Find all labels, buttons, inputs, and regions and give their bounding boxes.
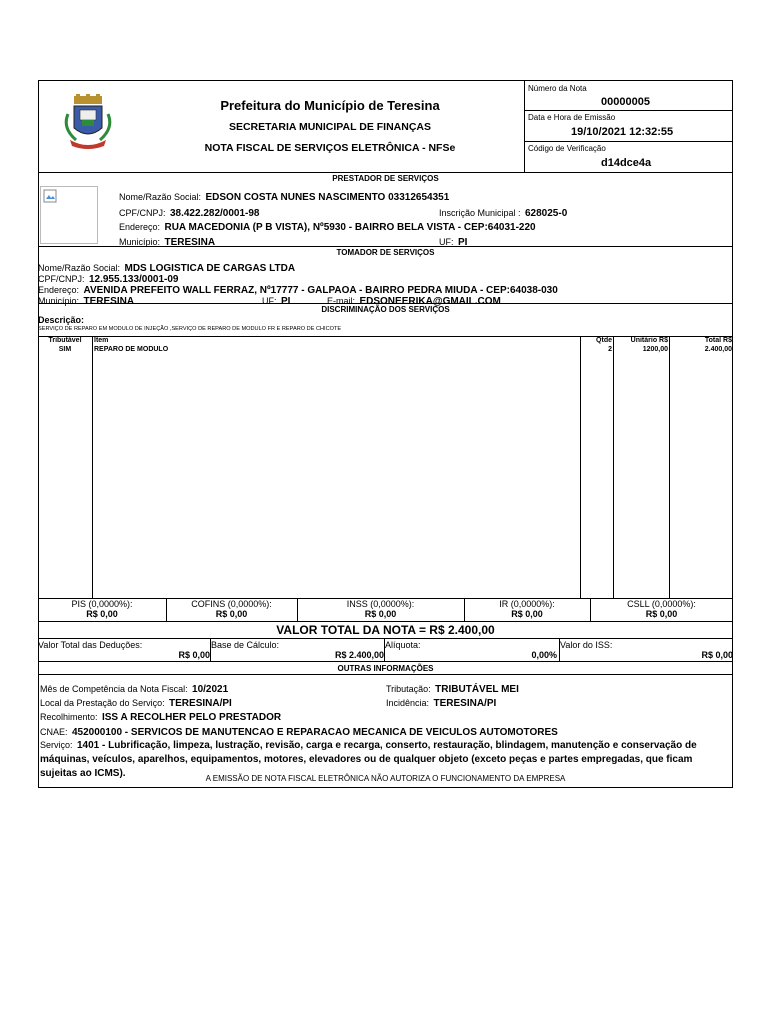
competence-label: Mês de Competência da Nota Fiscal: xyxy=(40,684,188,694)
aliquota-value: 0,00% xyxy=(531,650,557,660)
provider-city: TERESINA xyxy=(164,237,216,248)
row-item: REPARO DE MODULO xyxy=(94,346,169,353)
provider-inscricao: 628025-0 xyxy=(525,208,568,219)
verification-code: d14dce4a xyxy=(601,157,652,169)
cnae-label: CNAE: xyxy=(40,727,68,737)
issue-date: 19/10/2021 12:32:55 xyxy=(571,126,674,138)
issue-date-label: Data e Hora de Emissão xyxy=(528,113,616,122)
collection-value: ISS A RECOLHER PELO PRESTADOR xyxy=(101,712,282,723)
client-cpf-label: CPF/CNPJ: xyxy=(38,274,85,284)
taxation-value: TRIBUTÁVEL MEI xyxy=(435,684,519,695)
client-cpf: 12.955.133/0001-09 xyxy=(88,274,179,285)
provider-address: RUA MACEDONIA (P B VISTA), Nº5930 - BAIRRO BELA VISTA - CEP:64031-220 xyxy=(164,222,536,233)
col-unit-header: Unitário R$ xyxy=(630,337,668,344)
tax-ir-label: IR (0,0000%): xyxy=(499,599,555,609)
client-email-label: E-mail: xyxy=(327,296,356,306)
iss-label: Valor do ISS: xyxy=(560,640,613,650)
col-item-header: Item xyxy=(94,337,109,344)
total-value: VALOR TOTAL DA NOTA = R$ 2.400,00 xyxy=(276,623,495,637)
provider-cpf-label: CPF/CNPJ: xyxy=(119,208,166,218)
deductions-value: R$ 0,00 xyxy=(178,650,210,660)
taxation-label: Tributação: xyxy=(386,684,431,694)
collection-label: Recolhimento: xyxy=(40,712,98,722)
provider-section-title: PRESTADOR DE SERVIÇOS xyxy=(332,174,439,183)
aliquota-label: Alíquota: xyxy=(385,640,421,650)
cnae-value: 452000100 - SERVICOS DE MANUTENCAO E REPARACAO MECANICA DE VEICULOS AUTOMOTORES xyxy=(71,727,558,738)
client-address-label: Endereço: xyxy=(38,285,80,295)
competence-value: 10/2021 xyxy=(192,684,229,695)
provider-uf: PI xyxy=(457,237,468,248)
tax-ir-value: R$ 0,00 xyxy=(511,609,543,619)
tax-csll-label: CSLL (0,0000%): xyxy=(627,599,696,609)
row-total: 2.400,00 xyxy=(704,346,732,353)
service-location-label: Local da Prestação do Serviço: xyxy=(40,698,165,708)
department-title: SECRETARIA MUNICIPAL DE FINANÇAS xyxy=(228,121,432,133)
client-section-title: TOMADOR DE SERVIÇOS xyxy=(336,248,435,257)
client-uf: PI xyxy=(280,296,291,307)
provider-address-label: Endereço: xyxy=(119,222,161,232)
service-location-value: TERESINA/PI xyxy=(169,698,232,709)
tax-inss-value: R$ 0,00 xyxy=(364,609,397,619)
client-uf-label: UF: xyxy=(262,296,277,306)
base-label: Base de Cálculo: xyxy=(211,640,280,650)
service-label: Serviço: xyxy=(40,740,73,750)
row-qtde: 2 xyxy=(608,346,612,353)
provider-inscricao-label: Inscrição Municipal : xyxy=(439,208,521,218)
provider-image-placeholder xyxy=(40,186,98,244)
row-unit: 1200,00 xyxy=(642,346,668,353)
provider-name: EDSON COSTA NUNES NASCIMENTO 03312654351 xyxy=(205,192,450,203)
description-text: SERVIÇO DE REPARO EM MODULO DE INJEÇÃO ,SERVIÇO DE REPARO DE MODULO FR E REPARO DE CHICOTE xyxy=(38,326,342,332)
other-info-title: OUTRAS INFORMAÇÕES xyxy=(337,664,434,673)
col-qtde-header: Qtde xyxy=(596,337,612,344)
client-name-label: Nome/Razão Social: xyxy=(38,263,121,273)
tax-pis-label: PIS (0,0000%): xyxy=(71,599,133,609)
description-label: Descrição: xyxy=(38,315,85,325)
tax-cofins-label: COFINS (0,0000%): xyxy=(191,599,272,609)
client-email: EDSONEERIKA@GMAIL.COM xyxy=(359,296,501,307)
col-total-header: Total R$ xyxy=(704,337,732,344)
tax-inss-label: INSS (0,0000%): xyxy=(346,599,415,609)
verification-code-label: Código de Verificação xyxy=(528,144,606,153)
deductions-label: Valor Total das Deduções: xyxy=(38,640,143,650)
provider-cpf: 38.422.282/0001-98 xyxy=(169,208,260,219)
tax-csll-value: R$ 0,00 xyxy=(645,609,678,619)
service-value: 1401 - Lubrificação, limpeza, lustração, revisão, carga e recarga, conserto, restauração, blindagem, manutenção e conservação de máquinas, veículos, aparelhos, equipamentos, motores, elevadores ou de qualquer objeto (exceto peças e partes empregadas, que ficam sujeitas ao ICMS). xyxy=(40,740,697,779)
note-number-label: Número da Nota xyxy=(528,84,587,93)
coat-of-arms-logo xyxy=(60,94,116,158)
client-name: MDS LOGISTICA DE CARGAS LTDA xyxy=(124,263,296,274)
tax-pis-value: R$ 0,00 xyxy=(86,609,118,619)
services-section-title: DISCRIMINAÇÃO DOS SERVIÇOS xyxy=(321,305,450,314)
client-address: AVENIDA PREFEITO WALL FERRAZ, Nº17777 - GALPAOA - BAIRRO PEDRA MIUDA - CEP:64038-030 xyxy=(83,285,558,296)
client-city-label: Município: xyxy=(38,296,80,306)
col-tributavel-header: Tributável xyxy=(48,337,82,344)
disclaimer-text: A EMISSÃO DE NOTA FISCAL ELETRÔNICA NÃO AUTORIZA O FUNCIONAMENTO DA EMPRESA xyxy=(205,774,566,783)
base-value: R$ 2.400,00 xyxy=(334,650,384,660)
note-number: 00000005 xyxy=(601,96,650,108)
page-title: Prefeitura do Município de Teresina xyxy=(220,98,440,113)
provider-uf-label: UF: xyxy=(439,237,454,247)
tax-cofins-value: R$ 0,00 xyxy=(215,609,248,619)
incidence-label: Incidência: xyxy=(386,698,430,708)
provider-city-label: Município: xyxy=(119,237,161,247)
document-type: NOTA FISCAL DE SERVIÇOS ELETRÔNICA - NFSe xyxy=(204,142,456,154)
incidence-value: TERESINA/PI xyxy=(433,698,497,709)
client-city: TERESINA xyxy=(83,296,135,307)
row-tributavel: SIM xyxy=(58,346,72,353)
iss-value: R$ 0,00 xyxy=(701,650,733,660)
provider-name-label: Nome/Razão Social: xyxy=(119,192,202,202)
